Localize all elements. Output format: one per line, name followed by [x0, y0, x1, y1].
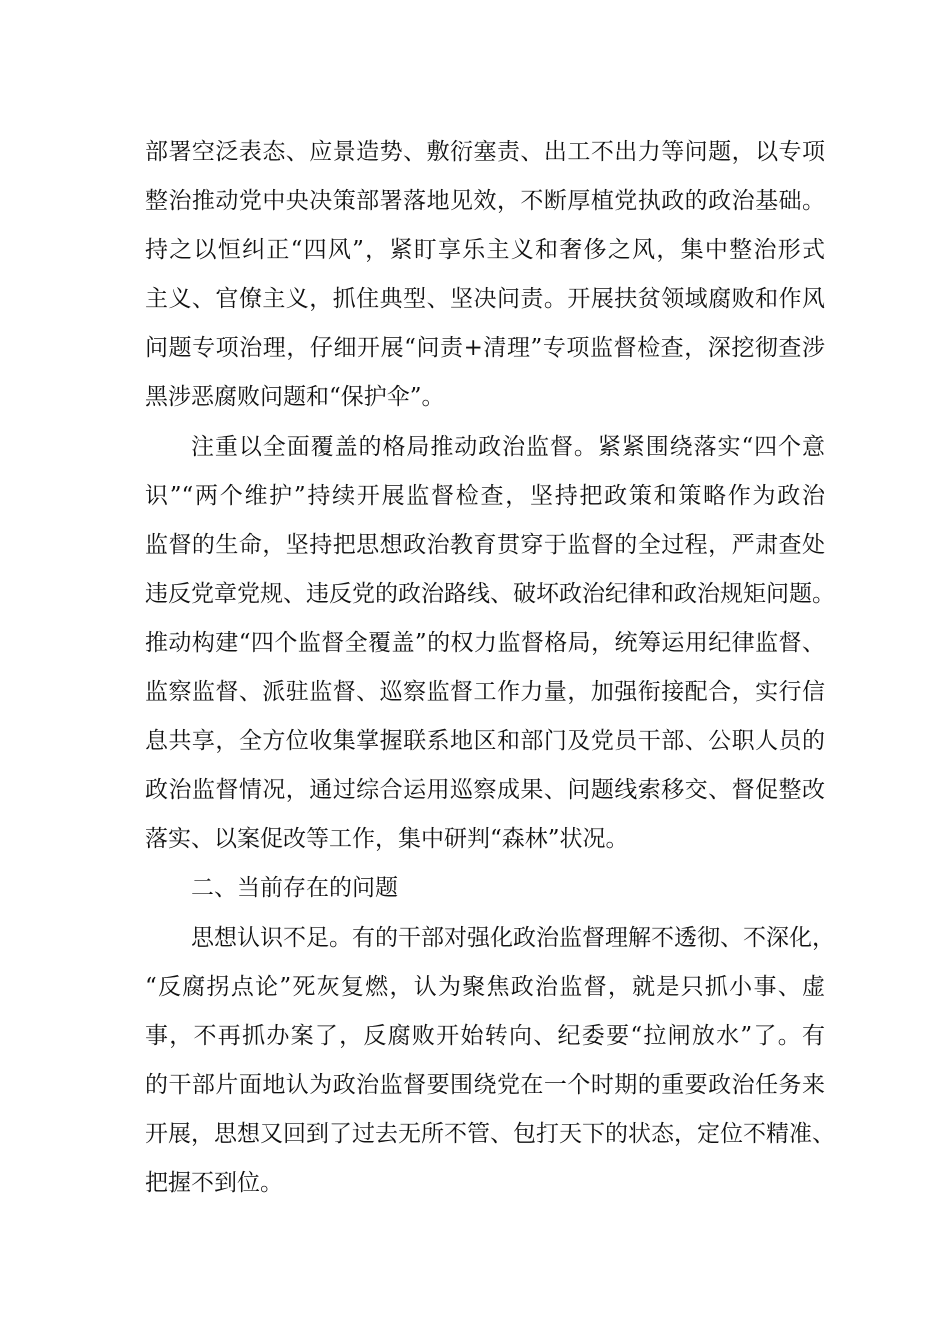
text-line: 开展，思想又回到了过去无所不管、包打天下的状态，定位不精准、: [145, 1120, 835, 1147]
text-line: 整治推动党中央决策部署落地见效，不断厚植党执政的政治基础。: [145, 188, 825, 215]
text-line: 问题专项治理，仔细开展“问责+清理”专项监督检查，深挖彻查涉: [145, 335, 825, 362]
text-line: “反腐拐点论”死灰复燃，认为聚焦政治监督，就是只抓小事、虚: [145, 973, 825, 1000]
text-line: 事，不再抓办案了，反腐败开始转向、纪委要“拉闸放水”了。有: [145, 1022, 825, 1049]
section-heading: 二、当前存在的问题: [191, 875, 398, 902]
text-line: 部署空泛表态、应景造势、敷衍塞责、出工不出力等问题，以专项: [145, 139, 825, 165]
paragraph-first-line: 思想认识不足。有的干部对强化政治监督理解不透彻、不深化，: [191, 924, 835, 951]
text-line: 把握不到位。: [145, 1169, 283, 1196]
text-line: 持之以恒纠正“四风”，紧盯享乐主义和奢侈之风，集中整治形式: [145, 237, 825, 264]
text-line: 推动构建“四个监督全覆盖”的权力监督格局，统筹运用纪律监督、: [145, 629, 825, 656]
text-line: 监督的生命，坚持把思想政治教育贯穿于监督的全过程，严肃查处: [145, 531, 825, 558]
text-line: 黑涉恶腐败问题和“保护伞”。: [145, 384, 445, 411]
text-line: 的干部片面地认为政治监督要围绕党在一个时期的重要政治任务来: [145, 1071, 825, 1098]
text-line: 政治监督情况，通过综合运用巡察成果、问题线索移交、督促整改: [145, 777, 825, 804]
text-line: 监察监督、派驻监督、巡察监督工作力量，加强衔接配合，实行信: [145, 679, 825, 706]
text-line: 识”“两个维护”持续开展监督检查，坚持把政策和策略作为政治: [145, 482, 825, 509]
text-line: 违反党章党规、违反党的政治路线、破坏政治纪律和政治规矩问题。: [145, 580, 835, 607]
text-line: 息共享，全方位收集掌握联系地区和部门及党员干部、公职人员的: [145, 728, 825, 755]
text-line: 落实、以案促改等工作，集中研判“森林”状况。: [145, 826, 629, 853]
paragraph-first-line: 注重以全面覆盖的格局推动政治监督。紧紧围绕落实“四个意: [191, 433, 825, 460]
document-body: [145, 128, 835, 1208]
text-line: 主义、官僚主义，抓住典型、坚决问责。开展扶贫领域腐败和作风: [145, 286, 825, 313]
